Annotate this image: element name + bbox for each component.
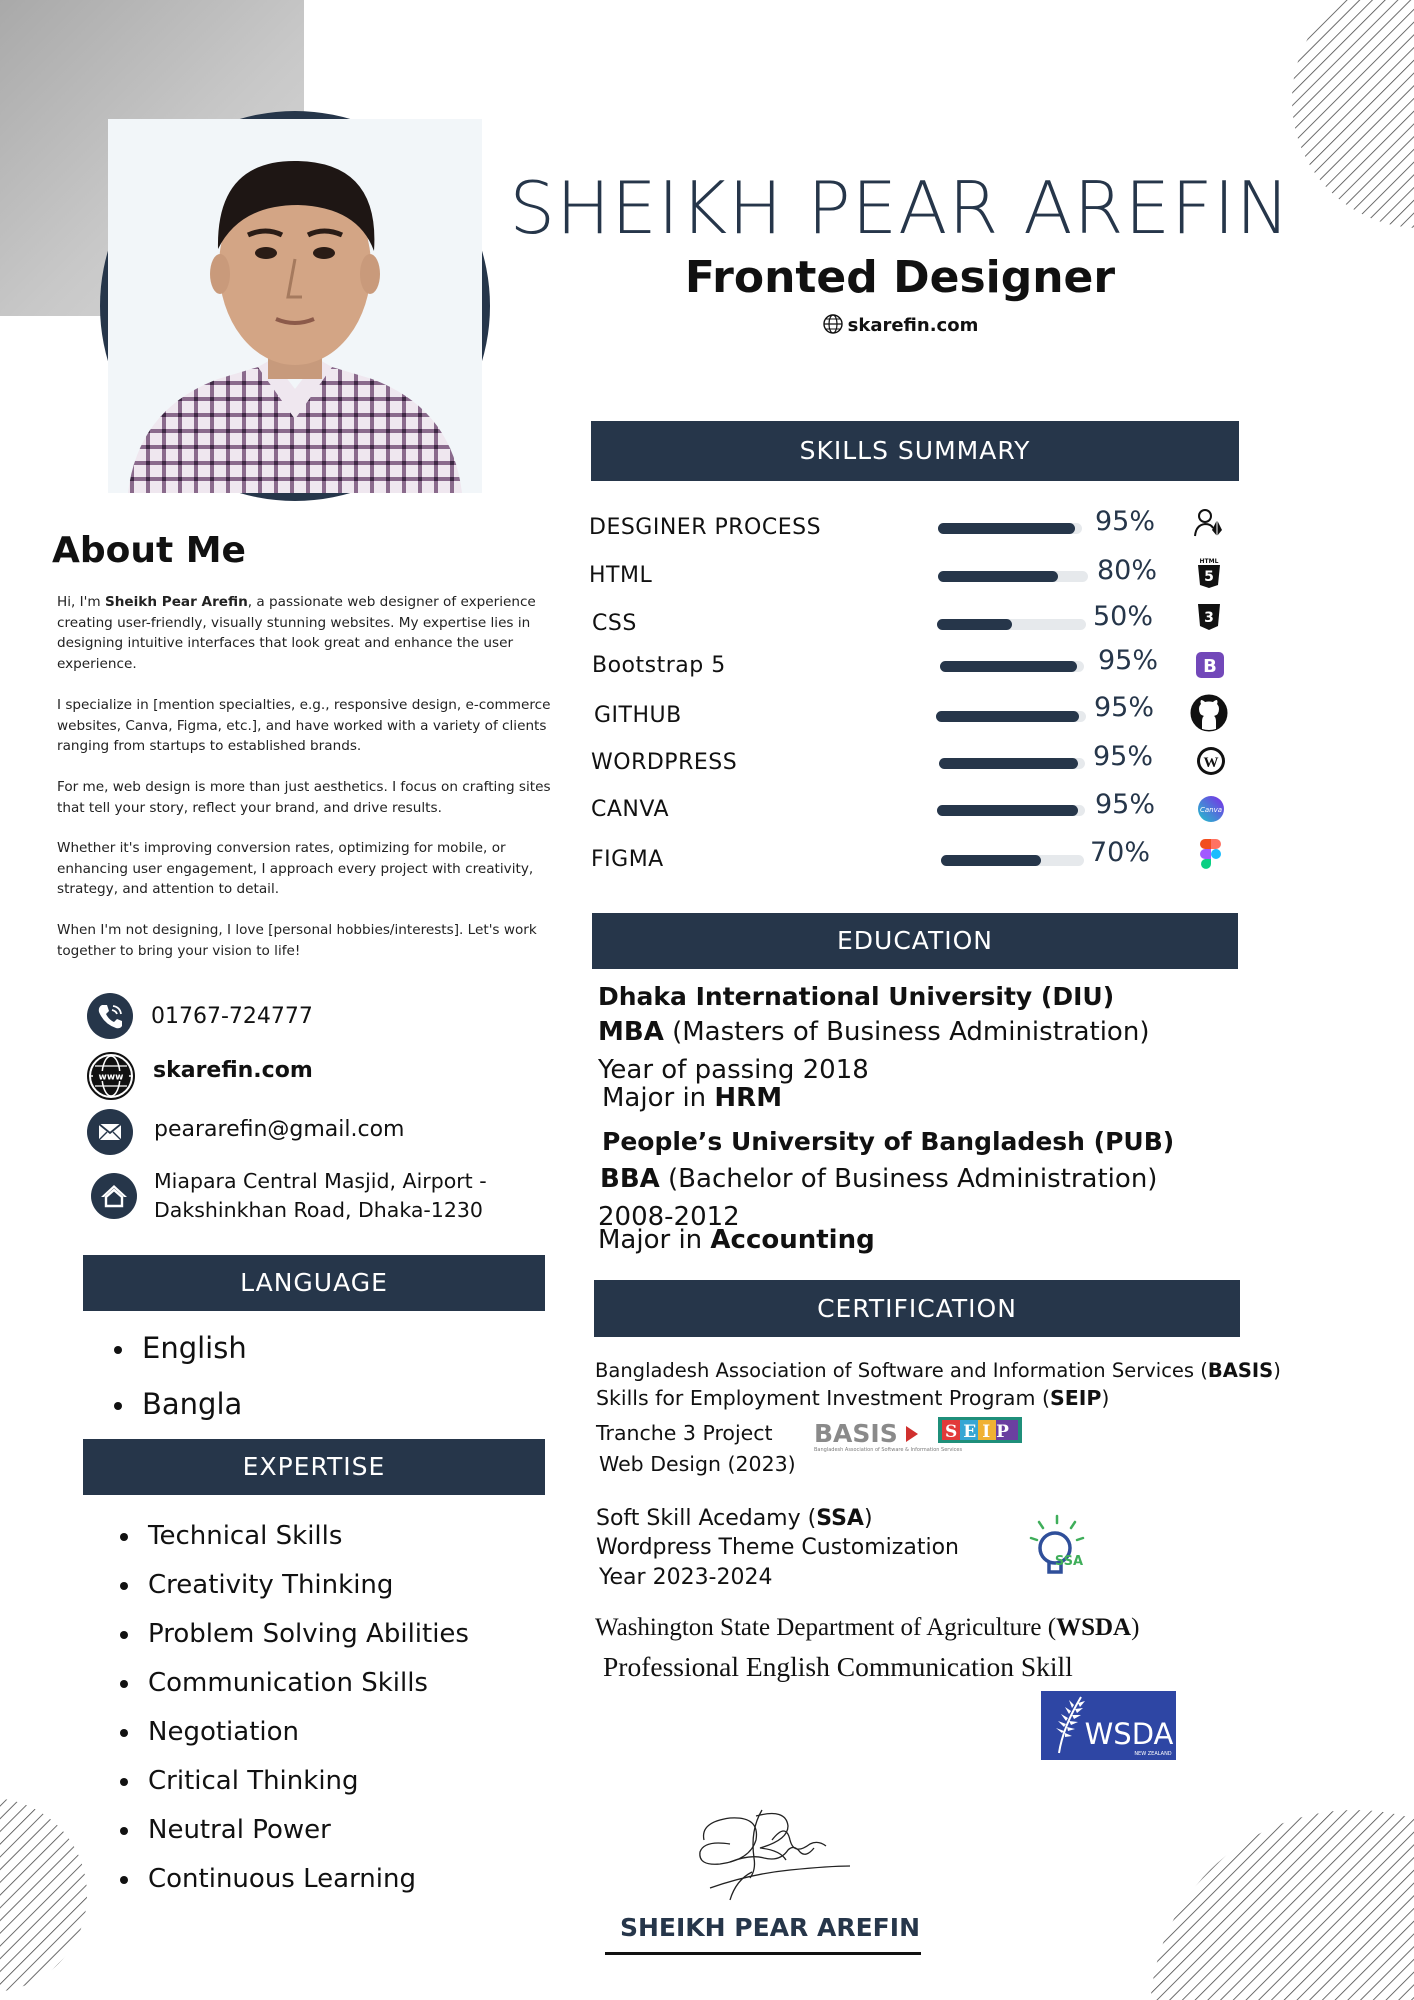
css3-icon — [1196, 603, 1222, 631]
school-2-major-value: Accounting — [710, 1225, 875, 1255]
about-paragraph-5: When I'm not designing, I love [personal hobbies/interests]. Let's work together to bring your vision to life! — [57, 922, 537, 959]
skill-progress-fill — [940, 661, 1077, 672]
cert-wsda-pre: Washington State Department of Agriculture ( — [595, 1614, 1057, 1641]
cert-wsda-abbr: WSDA — [1056, 1614, 1132, 1641]
cert-ssa-line — [596, 1506, 873, 1531]
skill-percent: 50% — [1093, 601, 1154, 632]
globe-icon — [822, 313, 844, 335]
language-item — [114, 1376, 247, 1432]
skill-name: DESGINER PROCESS — [589, 515, 822, 540]
certification-heading: CERTIFICATION — [594, 1280, 1240, 1337]
skill-name: CSS — [592, 611, 637, 636]
skill-percent: 80% — [1097, 555, 1158, 586]
canva-icon — [1197, 795, 1225, 823]
school-2-degree — [600, 1164, 1157, 1194]
wordpress-icon — [1196, 746, 1226, 776]
basis-logo-text: BASIS — [814, 1419, 898, 1448]
seip-logo-text: SEIP — [945, 1422, 1015, 1442]
language-list — [114, 1320, 247, 1432]
about-paragraph-3: For me, web design is more than just aesthetics. I focus on crafting sites that tell your story, reflect your brand, and drive results. — [57, 779, 551, 816]
school-1-major-value: HRM — [714, 1083, 783, 1113]
about-heading: About Me — [52, 530, 246, 571]
expertise-item — [120, 1855, 469, 1904]
cert-ssa-abbr: SSA — [816, 1506, 864, 1531]
skill-progress-fill — [938, 571, 1058, 582]
cert-basis-abbr: BASIS — [1207, 1359, 1274, 1382]
cert-ssa-post: ) — [863, 1506, 873, 1531]
expertise-item-text: Communication Skills — [148, 1668, 428, 1698]
svg-text:W: W — [1203, 755, 1219, 771]
github-icon — [1190, 694, 1228, 732]
about-p1-post: , a passionate web designer of experience creating user-friendly, visually stunning websites. My expertise lies in designing intuitive interfaces that look great and enhance the user experience. — [57, 594, 536, 672]
contact-phone[interactable]: 01767-724777 — [151, 1004, 313, 1029]
contact-email[interactable]: peararefin@gmail.com — [154, 1117, 405, 1142]
phone-icon — [87, 993, 133, 1039]
cert-tranche: Tranche 3 Project — [596, 1421, 773, 1445]
language-item-bangla: Bangla — [142, 1387, 243, 1421]
expertise-item — [120, 1659, 469, 1708]
school-1-period: Year of passing 2018 — [598, 1055, 869, 1085]
school-2-major-prefix: Major in — [598, 1225, 703, 1255]
www-globe-icon — [87, 1052, 135, 1100]
school-1-degree-abbr: MBA — [598, 1017, 664, 1047]
skill-percent: 70% — [1090, 837, 1151, 868]
about-paragraph-2: I specialize in [mention specialties, e.g., responsive design, e-commerce websites, Canva, Figma, etc.], and have worked with a variety of clients ranging from startups to established brands. — [57, 697, 551, 754]
school-2-period: 2008-2012 — [598, 1202, 740, 1232]
skill-progress-fill — [937, 619, 1012, 630]
expertise-list — [120, 1512, 469, 1904]
cert-basis-line — [595, 1359, 1281, 1382]
skill-name: WORDPRESS — [591, 750, 738, 775]
expertise-heading: EXPERTISE — [83, 1439, 545, 1495]
cert-wsda-post: ) — [1131, 1614, 1140, 1641]
signature-name: SHEIKH PEAR AREFIN — [620, 1913, 920, 1942]
html5-icon — [1196, 557, 1222, 589]
cert-basis-post: ) — [1273, 1359, 1281, 1382]
header-website[interactable] — [480, 313, 1320, 336]
expertise-item — [120, 1806, 469, 1855]
job-title: Fronted Designer — [684, 252, 1116, 303]
expertise-item-text: Continuous Learning — [148, 1864, 416, 1894]
contact-website[interactable]: skarefin.com — [153, 1058, 313, 1083]
address-line-1: Miapara Central Masjid, Airport - — [154, 1169, 487, 1193]
designer-icon — [1192, 506, 1226, 540]
school-2-degree-abbr: BBA — [600, 1164, 660, 1194]
expertise-item — [120, 1512, 469, 1561]
skill-percent: 95% — [1094, 692, 1155, 723]
education-heading: EDUCATION — [592, 913, 1238, 969]
svg-text:Canva: Canva — [1199, 806, 1223, 814]
skill-name: CANVA — [591, 797, 670, 822]
school-1-name: Dhaka International University (DIU) — [598, 982, 1115, 1011]
cert-ssa-pre: Soft Skill Acedamy ( — [596, 1506, 817, 1531]
cert-course-1: Web Design (2023) — [599, 1452, 796, 1476]
expertise-item — [120, 1561, 469, 1610]
ssa-logo-text: SSA — [1054, 1554, 1084, 1569]
skill-progress-track — [941, 855, 1084, 866]
cert-seip-abbr: SEIP — [1049, 1386, 1102, 1410]
skill-progress-fill — [936, 711, 1079, 722]
skill-percent: 95% — [1095, 789, 1156, 820]
bootstrap-icon — [1196, 652, 1224, 678]
skill-progress-fill — [937, 805, 1078, 816]
skill-name: HTML — [589, 563, 653, 588]
language-item-english: English — [142, 1331, 247, 1365]
expertise-item-text: Critical Thinking — [148, 1766, 359, 1796]
about-paragraph-1 — [57, 592, 557, 674]
wsda-logo-text: WSDA — [1084, 1717, 1174, 1751]
expertise-item-text: Creativity Thinking — [148, 1570, 394, 1600]
profile-photo — [108, 119, 482, 493]
about-p1-pre: Hi, I'm — [57, 594, 105, 610]
ssa-logo — [1025, 1514, 1089, 1580]
skill-progress-track — [940, 661, 1084, 672]
candidate-name: SHEIKH PEAR AREFIN — [509, 166, 1291, 250]
cert-seip-post: ) — [1101, 1386, 1110, 1410]
cert-seip-line — [596, 1386, 1109, 1410]
skill-progress-track — [936, 711, 1086, 722]
skill-percent: 95% — [1093, 741, 1154, 772]
skill-progress-fill — [939, 758, 1078, 769]
expertise-item-text: Negotiation — [148, 1717, 300, 1747]
school-1-degree-full: (Masters of Business Administration) — [672, 1017, 1150, 1047]
expertise-item — [120, 1757, 469, 1806]
cert-ssa-year: Year 2023-2024 — [599, 1565, 773, 1590]
expertise-item-text: Problem Solving Abilities — [148, 1619, 469, 1649]
wsda-logo — [1041, 1691, 1176, 1760]
basis-logo — [814, 1418, 963, 1454]
skill-progress-track — [939, 758, 1085, 769]
svg-text:HTML: HTML — [1199, 558, 1219, 565]
expertise-item — [120, 1610, 469, 1659]
skill-percent: 95% — [1095, 506, 1156, 537]
skill-progress-fill — [938, 523, 1075, 534]
skill-name: Bootstrap 5 — [592, 653, 726, 678]
svg-text:www: www — [98, 1072, 124, 1083]
signature-underline — [605, 1952, 921, 1955]
svg-text:3: 3 — [1204, 610, 1214, 626]
figma-icon — [1200, 838, 1222, 870]
about-p1-name: Sheikh Pear Arefin — [104, 594, 248, 610]
cert-ssa-course: Wordpress Theme Customization — [596, 1535, 959, 1560]
skill-name: GITHUB — [594, 703, 682, 728]
expertise-item-text: Neutral Power — [148, 1815, 331, 1845]
wsda-logo-subtitle: NEW ZEALAND — [1134, 1751, 1172, 1757]
skill-percent: 95% — [1098, 645, 1159, 676]
envelope-icon — [87, 1109, 133, 1155]
header-website-text: skarefin.com — [847, 315, 979, 336]
hatched-circle-bottom-right — [1130, 1810, 1414, 2000]
svg-text:5: 5 — [1204, 569, 1214, 585]
school-2-major — [598, 1225, 875, 1255]
skill-progress-track — [938, 523, 1082, 534]
cert-basis-pre: Bangladesh Association of Software and Information Services ( — [595, 1359, 1208, 1382]
language-item — [114, 1320, 247, 1376]
cert-wsda-course: Professional English Communication Skill — [603, 1651, 1073, 1682]
seip-logo — [938, 1417, 1022, 1447]
svg-text:B: B — [1203, 656, 1217, 677]
school-2-name: People’s University of Bangladesh (PUB) — [602, 1127, 1175, 1156]
handwritten-signature — [690, 1800, 860, 1910]
skill-progress-track — [938, 571, 1088, 582]
skill-progress-track — [937, 619, 1086, 630]
skills-heading: SKILLS SUMMARY — [591, 421, 1239, 481]
school-1-degree — [598, 1017, 1149, 1047]
expertise-item-text: Technical Skills — [148, 1521, 343, 1551]
basis-logo-subtitle: Bangladesh Association of Software & Information Services — [814, 1447, 963, 1453]
home-icon — [91, 1173, 137, 1219]
school-2-degree-full: (Bachelor of Business Administration) — [668, 1164, 1158, 1194]
cert-wsda-line — [595, 1614, 1139, 1642]
expertise-item — [120, 1708, 469, 1757]
about-paragraph-4: Whether it's improving conversion rates, optimizing for mobile, or enhancing user engagement, I approach every project with creativity, strategy, and attention to detail. — [57, 840, 534, 897]
cert-seip-pre: Skills for Employment Investment Program ( — [596, 1386, 1050, 1410]
contact-address — [154, 1167, 487, 1225]
hatched-circle-bottom-left — [0, 1780, 90, 2000]
skill-progress-track — [937, 805, 1085, 816]
skill-name: FIGMA — [591, 847, 664, 872]
school-1-major — [602, 1083, 782, 1113]
skill-progress-fill — [941, 855, 1041, 866]
address-line-2: Dakshinkhan Road, Dhaka-1230 — [154, 1198, 483, 1222]
language-heading: LANGUAGE — [83, 1255, 545, 1311]
school-1-major-prefix: Major in — [602, 1083, 707, 1113]
